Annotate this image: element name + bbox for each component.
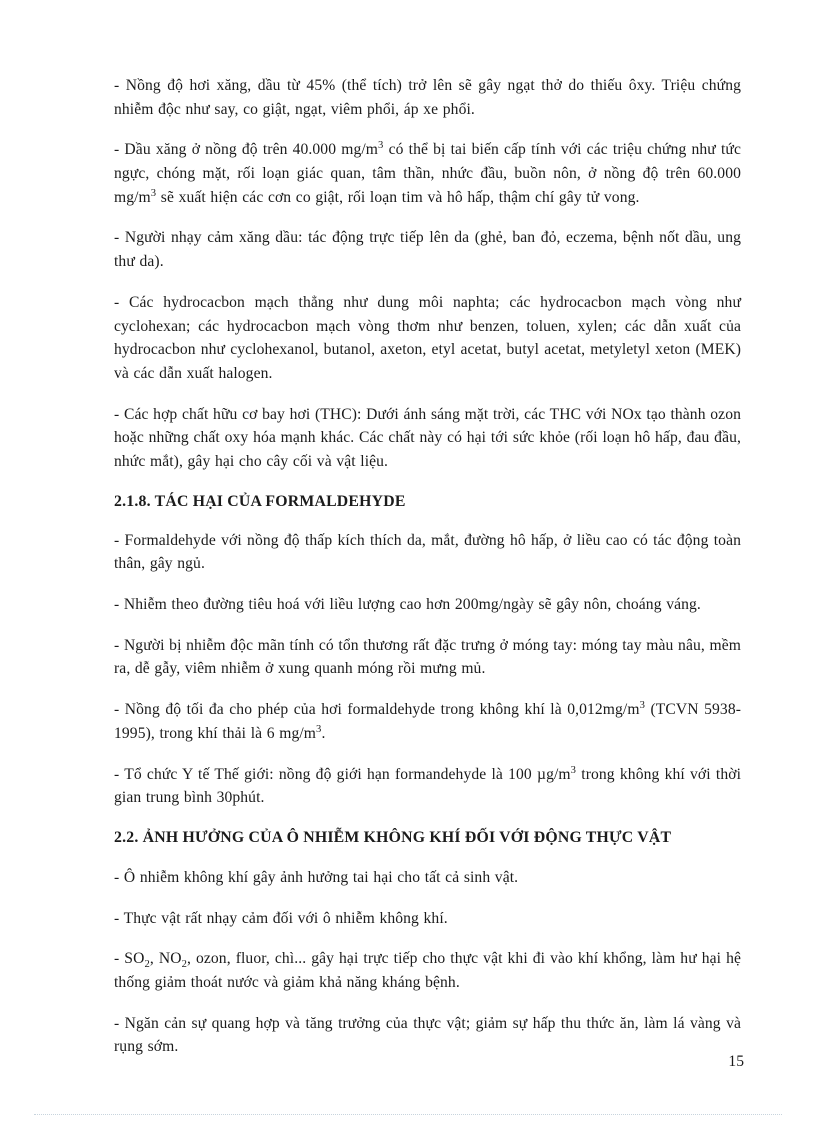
page-body	[114, 74, 741, 1076]
para-nhiem-tieu-hoa: - Nhiễm theo đường tiêu hoá với liều lượng cao hơn 200mg/ngày sẽ gây nôn, choáng váng.	[114, 596, 701, 614]
subscript: 2	[181, 959, 187, 971]
para-thuc-vat-nhay-cam: - Thực vật rất nhạy cảm đối với ô nhiễm không khí.	[114, 909, 448, 927]
para-so2-no2: - $SO_2$, $NO_2$, ozon, fluor, chì... gây hại trực tiếp cho thực vật khi đi vào khí khổng, làm hư hại hệ thống giảm thoát nước và giảm khả năng kháng bệnh.	[114, 950, 742, 992]
footer-divider	[34, 1114, 782, 1116]
para-dau-xang-nong-do: - Dầu xăng ở nồng độ trên 40.000 $mg/m^3$ có thể bị tai biến cấp tính với các triệu chứng như tức ngực, chóng mặt, rối loạn giác quan, tâm thần, nhức đầu, buồn nôn, ở nồng độ trên 60.000 $mg/m^3$ sẽ xuất hiện các cơn co giật, rối loạn tim và hô hấp, thậm chí gây tử vong.	[114, 140, 741, 206]
para-thc: - Các hợp chất hữu cơ bay hơi (THC): Dưới ánh sáng mặt trời, các THC với NOx tạo thành ozon hoặc những chất oxy hóa mạnh khác. Các chất này có hại tới sức khỏe (rối loạn hô hấp, đau đầu, nhức mắt), gây hại cho cây cối và vật liệu.	[114, 405, 741, 470]
subscript: 2	[144, 959, 150, 971]
page-number: 15	[728, 1053, 744, 1070]
para-nhiem-doc-man-tinh: - Người bị nhiễm độc mãn tính có tổn thương rất đặc trưng ở móng tay: móng tay màu nâu, mềm ra, dễ gẫy, viêm nhiễm ở xung quanh móng rồi mưng mủ.	[114, 636, 741, 678]
superscript: 3	[378, 140, 384, 152]
superscript: 3	[570, 764, 577, 776]
para-to-chuc-y-te: - Tổ chức Y tế Thế giới: nồng độ giới hạn formandehyde là 100 $\mu g/m^3$ trong không khí với thời gian trung bình 30phút.	[114, 764, 741, 807]
para-nguoi-nhay-cam: - Người nhạy cảm xăng dầu: tác động trực tiếp lên da (ghẻ, ban đỏ, eczema, bệnh nốt dầu, ung thư da).	[114, 229, 741, 271]
superscript: 3	[639, 699, 645, 711]
para-nong-do-hoi-xang: - Nồng độ hơi xăng, dầu từ 45% (thể tích) trở lên sẽ gây ngạt thở do thiếu ôxy. Triệu chứng nhiễm độc như say, co giật, ngạt, viêm phổi, áp xe phổi.	[114, 77, 741, 118]
para-hydrocacbon: - Các hydrocacbon mạch thẳng như dung môi naphta; các hydrocacbon mạch vòng như cyclohexan; các hydrocacbon mạch vòng thơm như benzen, toluen, xylen; các dẫn xuất của hydrocacbon như cyclohexanol, butanol, axeton, etyl acetat, butyl acetat, metyletyl xeton (MEK) và các dẫn xuất halogen.	[114, 293, 741, 382]
superscript: 3	[150, 187, 157, 199]
heading-2-1-8: 2.1.8. TÁC HẠI CỦA FORMALDEHYDE	[114, 492, 406, 510]
heading-2-2: 2.2. ẢNH HƯỞNG CỦA Ô NHIỄM KHÔNG KHÍ ĐỐI VỚI ĐỘNG THỰC VẬT	[114, 828, 672, 846]
para-nong-do-toi-da: - Nồng độ tối đa cho phép của hơi formaldehyde trong không khí là $0,012mg/m^3$ (TCVN 5938-1995), trong khí thải là 6 $mg/m^3$.	[114, 699, 742, 742]
para-ngan-can-quang-hop: - Ngăn cản sự quang hợp và tăng trưởng của thực vật; giảm sự hấp thu thức ăn, làm lá vàng và rụng sớm.	[114, 1014, 741, 1056]
para-formaldehyde-nong-do-thap: - Formaldehyde với nồng độ thấp kích thích da, mắt, đường hô hấp, ở liều cao có tác động toàn thân, gây ngủ.	[114, 531, 741, 573]
para-o-nhiem-sinh-vat: - Ô nhiễm không khí gây ảnh hưởng tai hại cho tất cả sinh vật.	[114, 869, 519, 887]
superscript: 3	[316, 723, 322, 735]
